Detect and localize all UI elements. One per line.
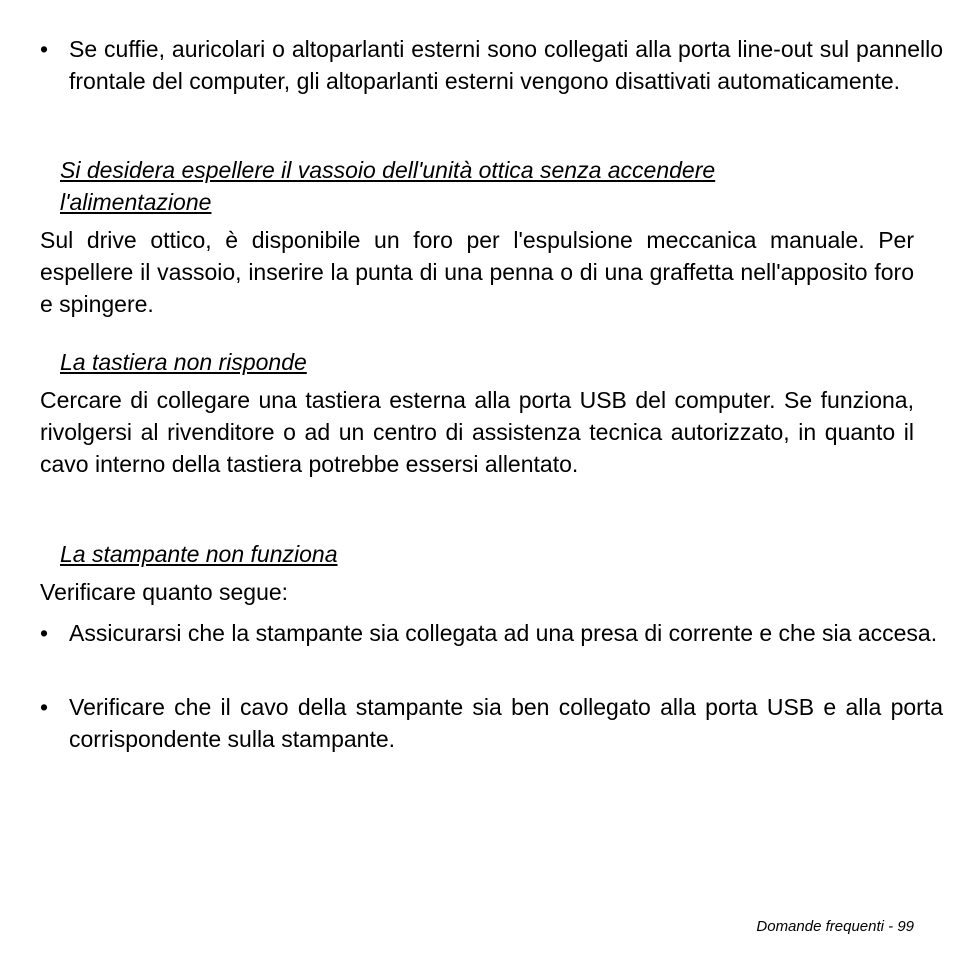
bullet-text: Se cuffie, auricolari o altoparlanti esterni sono collegati alla porta line-out sul pannello frontale del computer, gli altoparlanti esterni vengono disattivati automaticamente. xyxy=(69,36,943,94)
bullet-text: Assicurarsi che la stampante sia collegata ad una presa di corrente e che sia accesa. xyxy=(69,620,938,646)
bullet-item xyxy=(40,617,943,649)
section-heading-optical-drive: Si desidera espellere il vassoio dell'unità ottica senza accendere l'alimentazione xyxy=(60,157,716,215)
bullet-symbol: • xyxy=(40,620,49,646)
bullet-symbol: • xyxy=(40,36,49,62)
bullet-item xyxy=(40,33,943,97)
section-heading-keyboard: La tastiera non risponde xyxy=(60,349,307,375)
bullet-item xyxy=(40,691,943,755)
section-body-keyboard: Cercare di collegare una tastiera esterna alla porta USB del computer. Se funziona, rivolgersi al rivenditore o ad un centro di assistenza tecnica autorizzato, in quanto il cavo interno della tastiera potrebbe essersi allentato. xyxy=(40,387,914,477)
page-footer xyxy=(756,917,914,937)
bullet-symbol: • xyxy=(40,694,49,720)
bullet-text: Verificare che il cavo della stampante sia ben collegato alla porta USB e alla porta corrispondente sulla stampante. xyxy=(69,694,943,752)
footer-page-number: 99 xyxy=(897,918,914,935)
section-body-optical-drive: Sul drive ottico, è disponibile un foro per l'espulsione meccanica manuale. Per espellere il vassoio, inserire la punta di una penna o di una graffetta nell'apposito foro e spingere. xyxy=(40,227,914,317)
section-heading-printer: La stampante non funziona xyxy=(60,541,338,567)
section-body-printer: Verificare quanto segue: xyxy=(40,579,289,605)
footer-section-title: Domande frequenti - xyxy=(756,918,894,935)
